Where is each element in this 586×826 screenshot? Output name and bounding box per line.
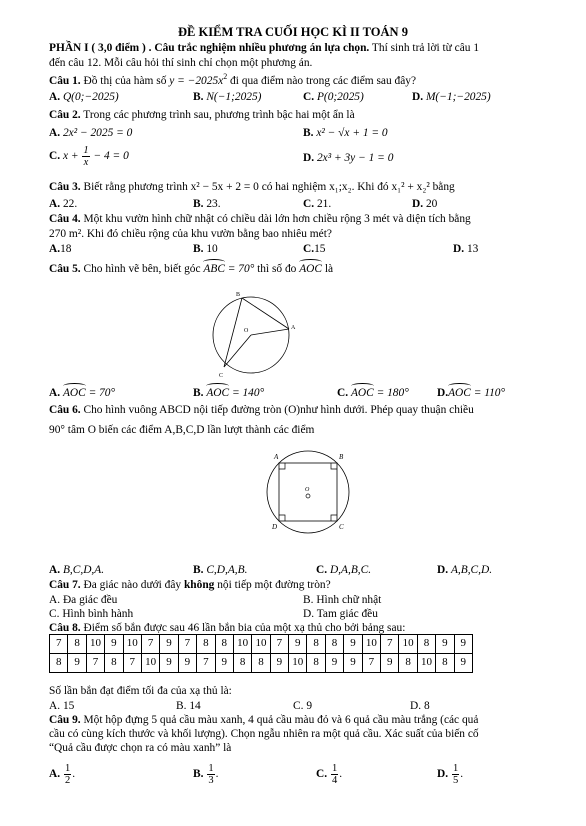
table-cell: 9 <box>160 654 178 673</box>
q9-stem-1: Câu 9. Một hộp đựng 5 quả cầu màu xanh, 4 quả cầu màu đỏ và 6 quả cầu màu trắng (các quả <box>49 714 479 726</box>
table-cell: 7 <box>362 654 380 673</box>
table-cell: 10 <box>141 654 159 673</box>
q5-option-d[interactable]: D.AOC = 110° <box>437 387 506 399</box>
q3-stem: Câu 3. Biết rằng phương trình x² − 5x + 2 = 0 có hai nghiệm x₁;x₂. Khi đó x₁² + x₂² bằng <box>49 181 455 193</box>
table-cell: 8 <box>307 654 325 673</box>
q9-option-b[interactable]: B. $\frac{1}{3}$ . <box>193 763 219 787</box>
q8-question: Số lần bắn đạt điểm tối đa của xạ thủ là: <box>49 685 232 697</box>
score-table <box>49 634 473 673</box>
q5-label-b: B <box>236 292 241 298</box>
q7-option-a[interactable]: A. Đa giác đều <box>49 594 118 606</box>
q6-stem-2: 90° tâm O biến các điểm A,B,C,D lần lượt thành các điểm <box>49 424 315 436</box>
q1-stem <box>49 72 416 88</box>
q1-func: y = −2025x <box>169 74 224 87</box>
table-cell: 9 <box>178 654 196 673</box>
table-cell: 8 <box>50 654 68 673</box>
q3-option-a[interactable]: A. 22. <box>49 198 78 210</box>
table-cell: 9 <box>344 654 362 673</box>
q7-option-d[interactable]: D. Tam giác đều <box>303 608 378 620</box>
table-cell: 10 <box>399 635 417 654</box>
part1-line1 <box>49 41 479 55</box>
q6-option-c[interactable]: C. D,A,B,C. <box>316 564 372 576</box>
table-cell: 8 <box>436 654 454 673</box>
table-cell: 10 <box>417 654 435 673</box>
q6-label-a: A <box>274 453 279 461</box>
part1-desc2: đến câu 12. Mỗi câu hỏi thí sinh chỉ chọn một phương án. <box>49 57 313 69</box>
q1-text: Đồ thị của hàm số <box>80 74 170 87</box>
q2-option-c[interactable]: C. x + $\frac{1}{x}$ − 4 = 0 <box>49 145 129 169</box>
table-cell: 8 <box>417 635 435 654</box>
q3-option-b[interactable]: B. 23. <box>193 198 221 210</box>
table-cell: 7 <box>197 654 215 673</box>
table-cell: 9 <box>289 635 307 654</box>
table-cell: 9 <box>325 654 343 673</box>
q8-option-b[interactable]: B. 14 <box>176 700 201 712</box>
table-cell: 8 <box>68 635 86 654</box>
circle-figure-q5 <box>200 285 310 385</box>
table-cell: 7 <box>381 635 399 654</box>
q5-option-a[interactable]: A. AOC = 70° <box>49 387 116 399</box>
page-title: ĐỀ KIỂM TRA CUỐI HỌC KÌ II TOÁN 9 <box>178 25 408 39</box>
table-cell: 9 <box>454 654 472 673</box>
q6-label-d: D <box>272 523 278 531</box>
q1-option-c[interactable]: C. P(0;2025) <box>303 91 364 103</box>
table-cell: 8 <box>197 635 215 654</box>
q9-option-d[interactable]: D. $\frac{1}{5}$ . <box>437 763 464 787</box>
table-cell: 9 <box>215 654 233 673</box>
q9-stem-2: cầu có cùng kích thước và khối lượng). Chọn ngẫu nhiên ra một quả cầu. Xác suất của biến cố <box>49 728 479 740</box>
q6-stem-1: Câu 6. Cho hình vuông ABCD nội tiếp đường tròn (O)như hình dưới. Phép quay thuận chiều <box>49 404 474 416</box>
q8-option-c[interactable]: C. 9 <box>293 700 313 712</box>
q6-label-o: O <box>305 487 310 493</box>
table-cell: 7 <box>270 635 288 654</box>
q6-label-c: C <box>339 523 344 531</box>
q5-label-a: A <box>291 325 296 331</box>
q4-option-a[interactable]: A.18 <box>49 243 72 255</box>
table-cell: 7 <box>178 635 196 654</box>
table-cell: 8 <box>233 654 251 673</box>
table-cell: 9 <box>105 635 123 654</box>
part1-desc1: Thí sinh trả lời từ câu 1 <box>369 42 480 54</box>
q2-option-a[interactable]: A. 2x² − 2025 = 0 <box>49 127 133 139</box>
square-figure-q6 <box>258 443 358 543</box>
table-cell: 7 <box>86 654 104 673</box>
table-cell: 7 <box>123 654 141 673</box>
q9-stem-3: “Quả cầu được chọn ra có màu xanh” là <box>49 742 232 754</box>
table-cell: 9 <box>454 635 472 654</box>
q2-stem: Câu 2. Trong các phương trình sau, phương trình bậc hai một ẩn là <box>49 109 355 121</box>
table-cell: 8 <box>215 635 233 654</box>
q5-label-o: O <box>244 328 249 334</box>
q9-option-c[interactable]: C. $\frac{1}{4}$ . <box>316 763 343 787</box>
table-cell: 10 <box>123 635 141 654</box>
table-cell: 10 <box>86 635 104 654</box>
table-cell: 10 <box>252 635 270 654</box>
q1-option-d[interactable]: D. M(−1;−2025) <box>412 91 491 103</box>
table-cell: 7 <box>50 635 68 654</box>
q5-option-b[interactable]: B. AOC = 140° <box>193 387 265 399</box>
table-row <box>50 654 473 673</box>
table-cell: 9 <box>270 654 288 673</box>
q8-option-a[interactable]: A. 15 <box>49 700 75 712</box>
table-cell: 9 <box>381 654 399 673</box>
q2-option-b[interactable]: B. x² − √x + 1 = 0 <box>303 127 388 139</box>
table-cell: 9 <box>68 654 86 673</box>
table-cell: 9 <box>160 635 178 654</box>
q3-option-c[interactable]: C. 21. <box>303 198 332 210</box>
q7-stem: Câu 7. Đa giác nào dưới đây không nội tiếp một đường tròn? <box>49 579 331 591</box>
q4-stem-2: 270 m². Khi đó chiều rộng của khu vườn bằng bao nhiêu mét? <box>49 228 332 240</box>
q3-option-d[interactable]: D. 20 <box>412 198 438 210</box>
q5-option-c[interactable]: C. AOC = 180° <box>337 387 409 399</box>
q8-stem: Câu 8. Điểm số bắn được sau 46 lần bắn bia của một xạ thủ cho bởi bảng sau: <box>49 622 406 634</box>
q4-stem-1: Câu 4. Một khu vườn hình chữ nhật có chiều dài lớn hơn chiều rộng 3 mét và diện tích bằng <box>49 213 471 225</box>
table-cell: 8 <box>325 635 343 654</box>
table-cell: 10 <box>289 654 307 673</box>
table-cell: 9 <box>436 635 454 654</box>
q5-segment-oa <box>251 329 289 335</box>
table-cell: 10 <box>362 635 380 654</box>
table-row <box>50 635 473 654</box>
q1-option-b[interactable]: B. N(−1;2025) <box>193 91 262 103</box>
q6-option-b[interactable]: B. C,D,A,B. <box>193 564 248 576</box>
table-cell: 7 <box>141 635 159 654</box>
q9-option-a[interactable]: A. $\frac{1}{2}$ . <box>49 763 76 787</box>
q4-option-d[interactable]: D. 13 <box>453 243 479 255</box>
q4-option-b[interactable]: B. 10 <box>193 243 218 255</box>
table-cell: 8 <box>105 654 123 673</box>
q7-option-c[interactable]: C. Hình bình hành <box>49 608 134 620</box>
table-cell: 10 <box>233 635 251 654</box>
part1-head: PHẦN I ( 3,0 điểm ) . Câu trắc nghiệm nhiều phương án lựa chọn. <box>49 42 370 54</box>
q2-option-d[interactable]: D. 2x³ + 3y − 1 = 0 <box>303 152 394 164</box>
q6-label-b: B <box>339 453 344 461</box>
table-cell: 8 <box>399 654 417 673</box>
q1-exp: 2 <box>223 72 228 81</box>
table-cell: 8 <box>307 635 325 654</box>
q4-option-c[interactable]: C.15 <box>303 243 326 255</box>
q5-stem: Câu 5. Cho hình vẽ bên, biết góc ABC = 70° thì số đo AOC là <box>49 263 334 275</box>
q6-option-d[interactable]: D. A,B,C,D. <box>437 564 493 576</box>
q6-center-dot <box>306 494 310 498</box>
q1-option-a[interactable]: A. Q(0;−2025) <box>49 91 119 103</box>
q5-label-c: C <box>219 373 224 379</box>
q8-option-d[interactable]: D. 8 <box>410 700 430 712</box>
q1-label: Câu 1. <box>49 74 81 87</box>
q7-option-b[interactable]: B. Hình chữ nhật <box>303 594 382 606</box>
table-cell: 9 <box>344 635 362 654</box>
q1-tail: đi qua điểm nào trong các điểm sau đây? <box>227 74 417 87</box>
table-cell: 8 <box>252 654 270 673</box>
q6-option-a[interactable]: A. B,C,D,A. <box>49 564 105 576</box>
